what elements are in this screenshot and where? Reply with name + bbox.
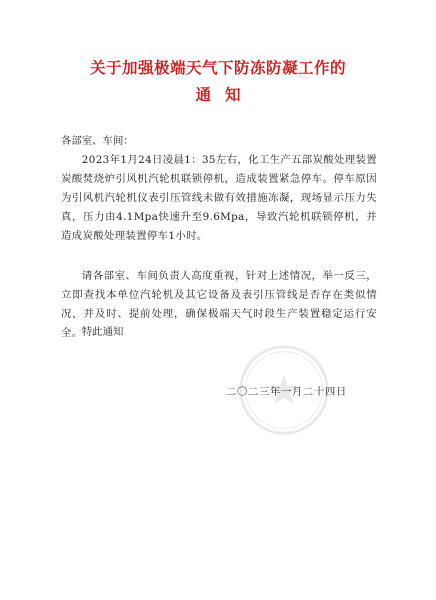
body-paragraph-1-wrapper [61, 151, 377, 246]
body-paragraph-1: 2023年1月24日凌晨1：35左右，化工生产五部炭酸处理装置炭酸焚烧炉引风机汽轮机联锁停机，造成装置紧急停车。停车原因为引风机汽轮机仪表引压管线未做有效措施冻凝，现场显示压力失真，压力由4.1Mpa快速升至9.6Mpa，导致汽轮机联锁停机，并造成炭酸处理装置停车1小时。 [61, 154, 377, 243]
salutation: 各部室、车间： [61, 135, 134, 147]
closing-line: 特此通知 [81, 326, 124, 338]
notice-title-line-2: 通知 [195, 85, 255, 104]
notice-title-line-1: 关于加强极端天气下防冻防凝工作的 [89, 58, 346, 77]
issue-date: 二〇二三年一月二十四日 [226, 386, 347, 398]
body-paragraph-2: 请各部室、车间负责人高度重视，针对上述情况，举一反三，立即查找本单位汽轮机及其它设备及表引压管线是否存在类似情况，并及时、提前处理，确保极端天气时段生产装置稳定运行安全。 [61, 270, 377, 340]
